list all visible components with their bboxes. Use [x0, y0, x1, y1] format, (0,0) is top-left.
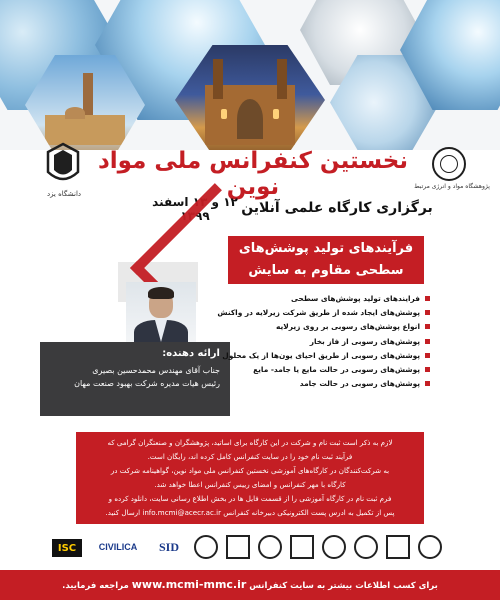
conference-website-link[interactable]: www.mcmi-mmc.ir [131, 578, 247, 591]
notice-line: پس از تکمیل به ادرس پست الکترونیکی دبیرخانه کنفرانس info.mcmi@acecr.ac.ir ارسال کنید. [105, 508, 395, 517]
topic-item: پوشش‌های ایجاد شده از طریق شرکت زیرلایه در واکنش [244, 306, 430, 320]
footer-text-before: برای کسب اطلاعات بیشتر به سایت کنفرانس [249, 581, 438, 591]
topic-item: فرایندهای تولید پوشش‌های سطحی [244, 292, 430, 306]
topic-item: پوشش‌های رسوبی از طریق احیای یون‌ها از یک محلول [244, 349, 430, 363]
square-bullet-icon [425, 310, 430, 315]
square-bullet-icon [425, 353, 430, 358]
presenter-info-box [40, 342, 230, 416]
workshop-heading: برگزاری کارگاه علمی آنلاین [241, 200, 433, 216]
square-bullet-icon [425, 296, 430, 301]
notice-line: فرم ثبت نام در کارگاه آموزشی را از قسمت فایل ها در بخش اطلاع رسانی سایت، دانلود کرده و [108, 494, 392, 503]
square-bullet-icon [425, 381, 430, 386]
topic-item: پوشش‌های رسوبی از فاز بخار [244, 335, 430, 349]
sponsor-emblem-icon [354, 535, 378, 559]
sponsor-logos [44, 533, 460, 563]
topic-item: پوشش‌های رسوبی در حالت مایع یا جامد- مایع [244, 363, 430, 377]
sponsor-emblem-icon [386, 535, 410, 559]
registration-notice [76, 432, 424, 524]
square-bullet-icon [425, 324, 430, 329]
jahad-logo-emblem [440, 155, 458, 173]
civilica-logo: CIVILICA [98, 542, 138, 552]
sponsor-emblem-icon [194, 535, 218, 559]
sponsor-emblem-icon [226, 535, 250, 559]
presenter-label: ارائه دهنده: [162, 348, 220, 359]
sponsor-emblem-icon [418, 535, 442, 559]
university-logo [44, 142, 82, 188]
footer-bar [0, 570, 500, 600]
jahad-logo-caption: پژوهشگاه مواد و انرژی مرتبط [414, 183, 490, 190]
square-bullet-icon [425, 339, 430, 344]
university-logo-caption: دانشگاه یزد [46, 190, 82, 198]
topic-item: پوشش‌های رسوبی در حالت جامد [244, 377, 430, 391]
notice-line: به شرکت‌کنندگان در کارگاه‌های آموزشی نخستین کنفرانس ملی مواد نوین، گواهینامه شرکت در [110, 466, 390, 475]
square-bullet-icon [425, 367, 430, 372]
sid-logo: SID [158, 539, 179, 554]
topic-item: انواع پوشش‌های رسوبی بر روی زیرلایه [244, 320, 430, 334]
conference-date: ۱۲ و ۱۳ اسفند ۱۳۹۹ [152, 195, 238, 223]
conference-title: نخستین کنفرانس ملی مواد نوین [97, 148, 409, 200]
sponsor-emblem-icon [322, 535, 346, 559]
header-collage [0, 0, 500, 150]
sponsor-emblem-icon [258, 535, 282, 559]
notice-line: کارگاه با مهر کنفرانس و امضای رییس کنفرانس اعطا خواهد شد. [154, 480, 346, 489]
isc-logo: ISC [52, 539, 82, 557]
presenter-role: رئیس هیات مدیره شرکت بهبود صنعت مهان [74, 379, 220, 388]
jahad-logo [432, 147, 466, 181]
presenter-name: جناب آقای مهندس محمدحسین بصیری [92, 366, 220, 375]
topics-list [217, 292, 430, 391]
sponsor-emblem-icon [290, 535, 314, 559]
footer-text-after: مراجعه فرمایید. [62, 581, 129, 591]
topic-line-2: سطحی مقاوم به سایش [248, 263, 404, 278]
notice-line: لازم به ذکر است ثبت نام و شرکت در این کارگاه برای اساتید، پژوهشگران و صنعتگران گرامی که [107, 438, 393, 447]
topic-line-1: فرآیندهای تولید پوشش‌های [238, 241, 414, 256]
presenter-photo [126, 282, 196, 342]
notice-line: فرآیند ثبت نام خود را در سایت کنفرانس کامل کرده اند، رایگان است. [147, 452, 353, 461]
